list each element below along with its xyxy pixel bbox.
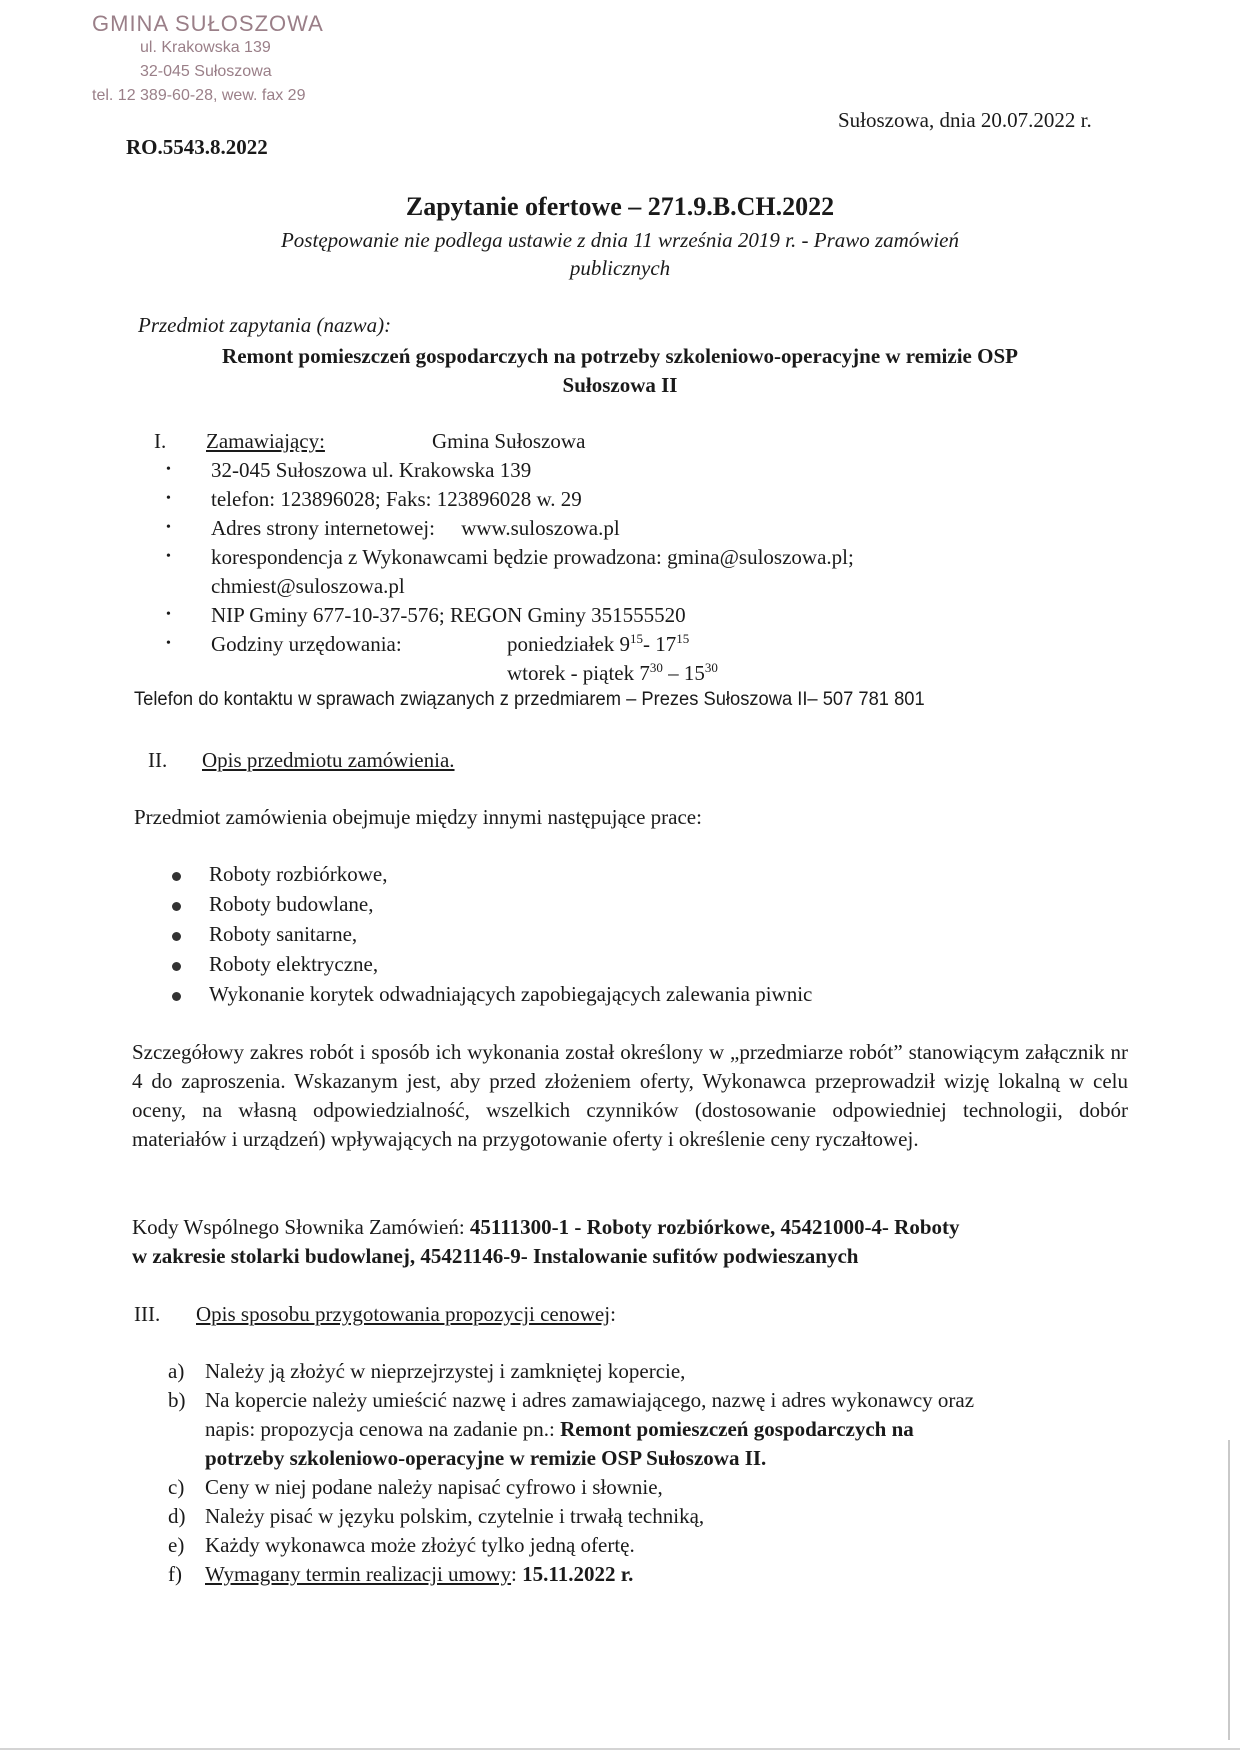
subject-label: Przedmiot zapytania (nazwa):	[138, 313, 392, 337]
pricing-rule: Na kopercie należy umieścić nazwę i adres zamawiającego, nazwę i adres wykonawcy oraz	[205, 1388, 975, 1412]
stamp-line-4: tel. 12 389-60-28, wew. fax 29	[92, 87, 306, 104]
subtitle-line-2: publicznych	[569, 256, 671, 280]
pricing-rule: Ceny w niej podane należy napisać cyfrowo i słownie,	[205, 1475, 663, 1499]
scan-edge	[1228, 1440, 1230, 1740]
office-hours-label: Godziny urzędowania:	[211, 632, 402, 656]
section-3-number: III.	[134, 1302, 161, 1326]
orderer-website: Adres strony internetowej: www.suloszowa.pl	[211, 516, 620, 540]
bullet-icon: •	[166, 491, 171, 506]
scan-edge	[0, 1748, 1240, 1750]
cpv-codes-line-2: w zakresie stolarki budowlanej, 45421146-9- Instalowanie sufitów podwieszanych	[132, 1244, 859, 1268]
orderer-name: Gmina Sułoszowa	[432, 429, 586, 453]
list-letter: d)	[168, 1504, 186, 1528]
section-2-heading: Opis przedmiotu zamówienia.	[202, 748, 455, 772]
pricing-rule: Każdy wykonawca może złożyć tylko jedną ofertę.	[205, 1533, 635, 1557]
section-2-number: II.	[148, 748, 168, 772]
pricing-rule-continuation: potrzeby szkoleniowo-operacyjne w remizie OSP Sułoszowa II.	[205, 1446, 767, 1470]
office-hours-tuesday-friday: wtorek - piątek $7^{30} - 15^{30}$	[507, 660, 718, 685]
orderer-correspondence: korespondencja z Wykonawcami będzie prowadzona: gmina@suloszowa.pl;	[211, 545, 854, 569]
scope-paragraph: Szczegółowy zakres robót i sposób ich wykonania został określony w „przedmiarze robót” stanowiącym załącznik nr 4 do zaproszenia. Wskazanym jest, aby przed złożeniem oferty, Wykonawca przeprowadził wizję lokalną w celu oceny, na własną odpowiedzialność, wszelkich czynników (dostosowanie odpowiedniej technologii, dobór materiałów i urządzeń) wpływających na przygotowanie oferty i określenie ceny ryczałtowej.	[132, 1040, 1128, 1151]
subtitle-line-1: Postępowanie nie podlega ustawie z dnia 11 września 2019 r. - Prawo zamówień	[280, 228, 960, 252]
office-stamp	[92, 12, 324, 108]
work-item: Wykonanie korytek odwadniających zapobiegających zalewania piwnic	[209, 982, 813, 1006]
bullet-icon: •	[166, 520, 171, 535]
pricing-rule-continuation: napis: propozycja cenowa na zadanie pn.: Remont pomieszczeń gospodarczych na	[205, 1417, 914, 1441]
bullet-icon	[172, 962, 181, 971]
subject-line-2: Sułoszowa II	[562, 373, 678, 397]
bullet-icon: •	[166, 607, 171, 622]
section-1-number: I.	[154, 429, 167, 453]
section-2-intro: Przedmiot zamówienia obejmuje między innymi następujące prace:	[134, 805, 702, 829]
completion-deadline: Wymagany termin realizacji umowy: 15.11.2022 r.	[205, 1562, 634, 1586]
bullet-icon: •	[166, 636, 171, 651]
pricing-rule: Należy pisać w języku polskim, czytelnie i trwałą techniką,	[205, 1504, 705, 1528]
section-3-heading: Opis sposobu przygotowania propozycji cenowej:	[196, 1302, 616, 1326]
bullet-icon	[172, 902, 181, 911]
document-title: Zapytanie ofertowe – 271.9.B.CH.2022	[405, 192, 835, 221]
bullet-icon	[172, 932, 181, 941]
work-item: Roboty sanitarne,	[209, 922, 358, 946]
orderer-tax-ids: NIP Gminy 677-10-37-576; REGON Gminy 351555520	[211, 603, 686, 627]
section-1-heading: Zamawiający:	[206, 429, 325, 453]
list-letter: f)	[168, 1562, 182, 1586]
place-date: Sułoszowa, dnia 20.07.2022 r.	[838, 108, 1092, 132]
work-item: Roboty rozbiórkowe,	[209, 862, 388, 886]
list-letter: e)	[168, 1533, 185, 1557]
contact-phone-line: Telefon do kontaktu w sprawach związanych z przedmiarem – Prezes Sułoszowa II– 507 781 801	[134, 688, 925, 710]
list-letter: a)	[168, 1359, 185, 1383]
list-letter: c)	[168, 1475, 185, 1499]
stamp-line-3: 32-045 Sułoszowa	[140, 63, 272, 80]
subject-line-1: Remont pomieszczeń gospodarczych na potrzeby szkoleniowo-operacyjne w remizie OSP	[222, 344, 1018, 368]
work-item: Roboty budowlane,	[209, 892, 374, 916]
orderer-email-2: chmiest@suloszowa.pl	[211, 574, 405, 598]
work-item: Roboty elektryczne,	[209, 952, 379, 976]
bullet-icon	[172, 992, 181, 1001]
pricing-rule: Należy ją złożyć w nieprzejrzystej i zamkniętej kopercie,	[205, 1359, 686, 1383]
bullet-icon: •	[166, 462, 171, 477]
orderer-phone: telefon: 123896028; Faks: 123896028 w. 29	[211, 487, 582, 511]
reference-number: RO.5543.8.2022	[126, 135, 268, 159]
list-letter: b)	[168, 1388, 186, 1412]
orderer-address: 32-045 Sułoszowa ul. Krakowska 139	[211, 458, 532, 482]
bullet-icon	[172, 872, 181, 881]
cpv-codes-line-1: Kody Wspólnego Słownika Zamówień: 45111300-1 - Roboty rozbiórkowe, 45421000-4- Roboty	[132, 1215, 960, 1239]
office-hours-monday: poniedziałek $9^{15}-$ $17^{15}$	[507, 631, 690, 656]
stamp-line-2: ul. Krakowska 139	[140, 39, 271, 56]
stamp-line-1: GMINA SUŁOSZOWA	[92, 11, 324, 36]
bullet-icon: •	[166, 549, 171, 564]
